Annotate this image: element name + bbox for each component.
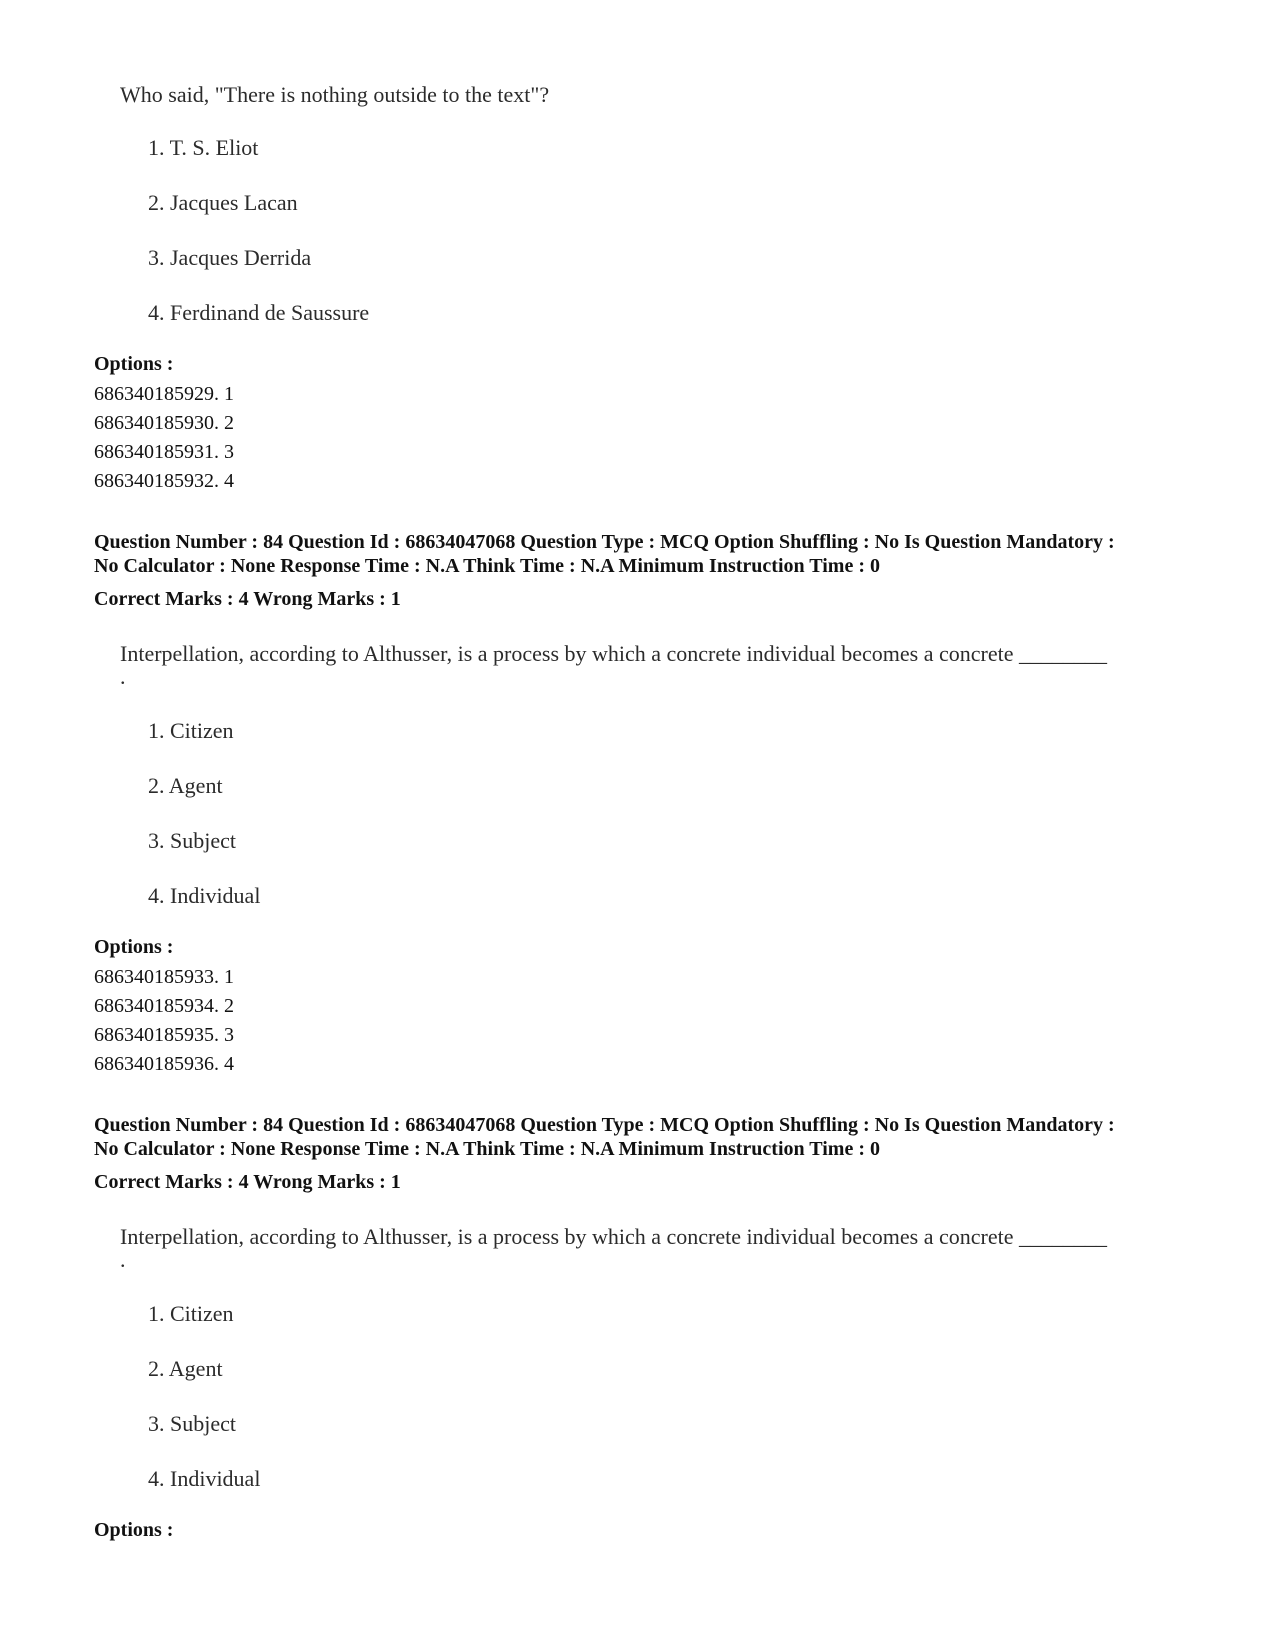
answer-choice: 3. Subject: [148, 828, 236, 853]
question-meta-line: Question Number : 84 Question Id : 68634047068 Question Type : MCQ Option Shuffling : No Is Question Mandatory :: [94, 531, 1115, 553]
question-meta-line: No Calculator : None Response Time : N.A Think Time : N.A Minimum Instruction Time : 0: [94, 555, 880, 577]
answer-choice: 4. Ferdinand de Saussure: [148, 300, 370, 325]
option-id: 686340185932. 4: [94, 470, 234, 492]
marks-line: Correct Marks : 4 Wrong Marks : 1: [94, 588, 401, 610]
option-id: 686340185931. 3: [94, 441, 234, 463]
option-id: 686340185930. 2: [94, 412, 234, 434]
question-tail: .: [120, 664, 126, 689]
answer-choice: 1. Citizen: [148, 1301, 234, 1326]
answer-choice: 2. Agent: [148, 773, 223, 798]
option-id-list: [94, 963, 234, 1079]
option-id: 686340185933. 1: [94, 966, 234, 988]
question-body: Interpellation, according to Althusser, is a process by which a concrete individual becomes a concrete ________: [120, 1224, 1107, 1249]
question-meta: [94, 1113, 1204, 1161]
question-text: [120, 639, 1200, 689]
answer-choice: 4. Individual: [148, 1466, 261, 1491]
answer-choices: [148, 133, 369, 353]
answer-choice: 2. Jacques Lacan: [148, 190, 298, 215]
option-id-list: [94, 380, 234, 496]
option-id: 686340185934. 2: [94, 995, 234, 1017]
answer-choice: 3. Jacques Derrida: [148, 245, 312, 270]
answer-choice: 1. Citizen: [148, 718, 234, 743]
answer-choice: 3. Subject: [148, 1411, 236, 1436]
answer-choice: 2. Agent: [148, 1356, 223, 1381]
question-body: Interpellation, according to Althusser, is a process by which a concrete individual becomes a concrete ________: [120, 641, 1107, 666]
options-label: Options :: [94, 936, 174, 958]
option-id: 686340185935. 3: [94, 1024, 234, 1046]
answer-choice: 1. T. S. Eliot: [148, 135, 259, 160]
option-id: 686340185929. 1: [94, 383, 234, 405]
answer-choices: [148, 1299, 260, 1519]
question-tail: .: [120, 1247, 126, 1272]
question-meta-line: No Calculator : None Response Time : N.A Think Time : N.A Minimum Instruction Time : 0: [94, 1138, 880, 1160]
question-meta-line: Question Number : 84 Question Id : 68634047068 Question Type : MCQ Option Shuffling : No Is Question Mandatory :: [94, 1114, 1115, 1136]
question-text: Who said, "There is nothing outside to the text"?: [120, 82, 550, 107]
answer-choices: [148, 716, 260, 936]
options-label: Options :: [94, 353, 174, 375]
options-label: Options :: [94, 1519, 174, 1541]
question-text: [120, 1222, 1200, 1272]
marks-line: Correct Marks : 4 Wrong Marks : 1: [94, 1171, 401, 1193]
option-id: 686340185936. 4: [94, 1053, 234, 1075]
answer-choice: 4. Individual: [148, 883, 261, 908]
question-meta: [94, 530, 1204, 578]
